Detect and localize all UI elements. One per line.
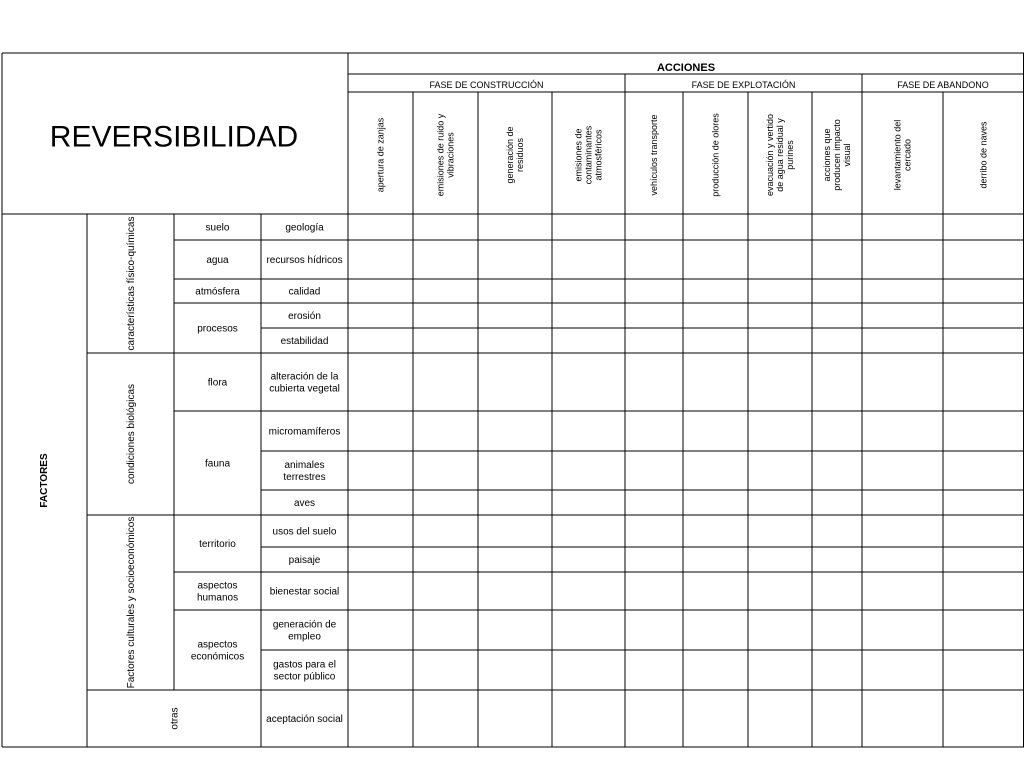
factor-label: paisaje (288, 555, 321, 566)
category-label-2: Factores culturales y socioeconómicos (126, 516, 137, 689)
factor-label: geología (285, 222, 324, 234)
factor-label: recursos hídricos (266, 255, 343, 266)
phase-label-0: FASE DE CONSTRUCCIÓN (429, 80, 544, 91)
matrix-title: REVERSIBILIDAD (49, 120, 299, 154)
group-label: aspectos humanos (196, 580, 239, 604)
factor-label: alteración de la cubierta vegetal (269, 371, 340, 395)
factor-label: aceptación social (266, 714, 343, 725)
action-header-5: producción de olores (710, 113, 721, 197)
factor-label: aves (293, 498, 316, 509)
acciones-heading: ACCIONES (656, 61, 716, 74)
group-label: procesos (197, 323, 238, 335)
action-header-9: derribo de naves (978, 121, 989, 189)
factor-label: animales terrestres (283, 460, 326, 483)
group-label: suelo (205, 222, 230, 234)
phase-label-2: FASE DE ABANDONO (897, 80, 989, 91)
matrix-labels (39, 62, 989, 730)
factor-label: micromamíferos (268, 426, 341, 438)
category-label-1: condiciones biológicas (126, 383, 137, 485)
group-label: fauna (204, 458, 231, 470)
action-header-0: apertura de zanjas (375, 117, 386, 193)
action-header-8: levantamiento delcercado (892, 119, 913, 191)
factor-label: bienestar social (269, 586, 340, 598)
factor-label: erosión (288, 311, 321, 322)
factor-label: estabilidad (280, 336, 329, 347)
group-label: flora (207, 377, 228, 389)
factores-label: FACTORES (39, 453, 50, 508)
phase-label-1: FASE DE EXPLOTACIÓN (691, 80, 796, 91)
factor-label: gastos para el sector público (273, 659, 336, 683)
action-header-6: evacuación y vertidode agua residual ypurines (765, 113, 796, 197)
group-label: aspectos económicos (190, 639, 245, 663)
factor-label: usos del suelo (272, 526, 337, 538)
action-header-3: emisiones decontaminantesatmosféricos (573, 125, 604, 185)
action-header-4: vehículos transporte (649, 114, 660, 196)
category-label-3: otras (169, 707, 181, 730)
group-label: territorio (199, 539, 236, 550)
group-label: agua (206, 255, 229, 266)
category-label-0: características físico-químicas (126, 216, 137, 351)
factor-label: calidad (288, 286, 321, 298)
action-header-1: emisiones de ruido yvibraciones (435, 113, 456, 197)
factor-label: generación de empleo (272, 619, 337, 643)
action-header-7: acciones queproducen impactovisual (822, 119, 853, 191)
action-header-2: generación deresiduos (505, 126, 526, 184)
group-label: atmósfera (195, 286, 240, 298)
